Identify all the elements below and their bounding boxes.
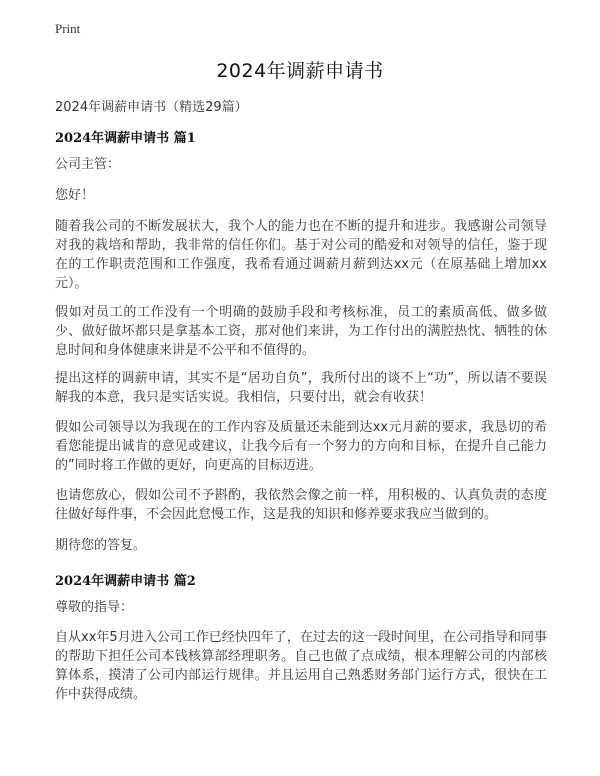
closing-1: 期待您的答复。 <box>55 538 147 553</box>
section-heading-1: 2024年调薪申请书 篇1 <box>55 131 196 146</box>
paragraph-1-5: 也请您放心，假如公司不予斟酌，我依然会像之前一样，用积极的、认真负责的态度往做好每件事，不会因此怠慢工作，这是我的知识和修养要求我应当做到的。 <box>55 488 547 522</box>
salutation-1: 公司主管： <box>55 157 121 172</box>
paragraph-1-3: 提出这样的调薪申请，其实不是“居功自负”，我所付出的谈不上“功”，所以请不要误解我的本意，我只是实话实说。我相信，只要付出，就会有收获！ <box>55 371 547 405</box>
paragraph-1-1: 随着我公司的不断发展状大，我个人的能力也在不断的提升和进步。我感谢公司领导对我的栽培和帮助，我非常的信任你们。基于对公司的酷爱和对领导的信任，鉴于现在的工作职责范围和工作强度，我希看通过调薪月薪到达xx元（在原基础上增加xx元）。 <box>55 219 547 291</box>
paragraph-1-2: 假如对员工的工作没有一个明确的鼓励手段和考核标准，员工的素质高低、做多做少、做好做坏都只是拿基本工资，那对他们来讲，为工作付出的满腔热忱、牺牲的休息时间和身体健康来讲是不公平和不值得的。 <box>55 305 547 358</box>
paragraph-1-4: 假如公司领导以为我现在的工作内容及质量还未能到达xx元月薪的要求，我恳切的希看您能提出诚肯的意见或建议，让我今后有一个努力的方向和目标，在提升自己能力的”同时将工作做的更好，向更高的目标迈进。 <box>55 420 547 473</box>
document-subtitle: 2024年调薪申请书（精选29篇） <box>55 100 248 115</box>
print-link[interactable]: Print <box>55 21 81 36</box>
paragraph-2-1: 自从xx年5月进入公司工作已经快四年了，在过去的这一段时间里，在公司指导和同事的帮助下担任公司本钱核算部经理职务。自己也做了点成绩，根本理解公司的内部核算体系，摸清了公司内部运行规律。并且运用自己熟悉财务部门运行方式，很快在工作中获得成绩。 <box>55 630 547 702</box>
document-title: 2024年调薪申请书 <box>216 60 384 82</box>
greeting-1: 您好！ <box>55 188 95 203</box>
section-heading-2: 2024年调薪申请书 篇2 <box>55 574 196 589</box>
salutation-2: 尊敬的指导： <box>55 600 134 615</box>
